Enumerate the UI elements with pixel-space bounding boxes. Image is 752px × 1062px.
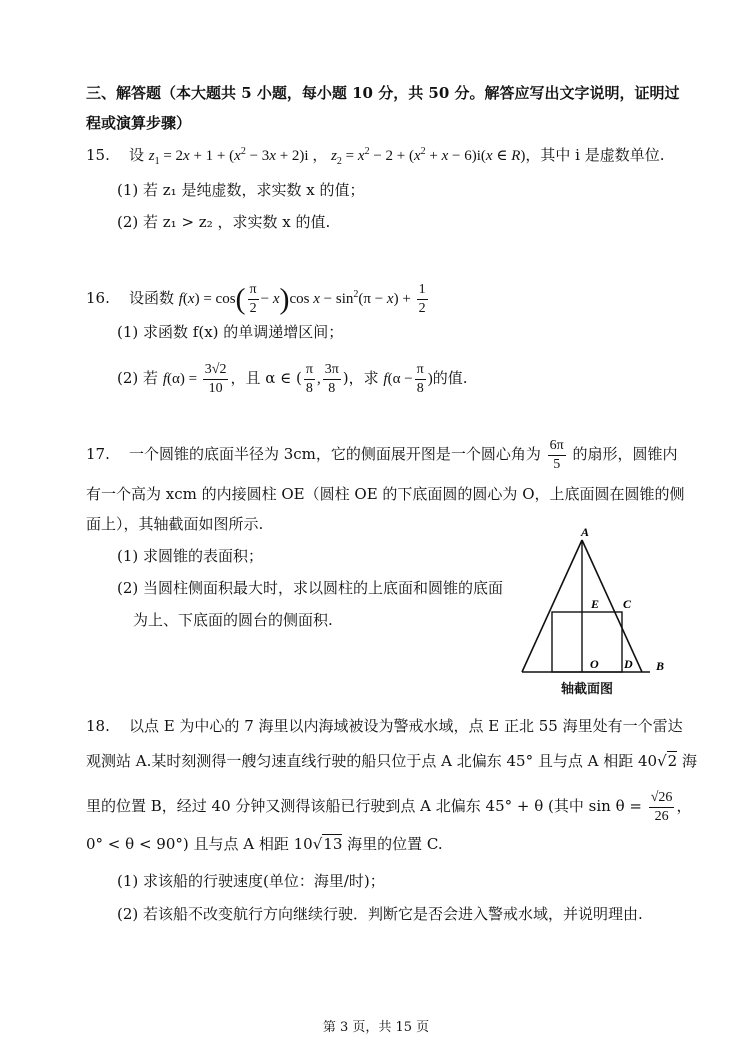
problem-17-line1: 17. 一个圆锥的底面半径为 3cm，它的侧面展开图是一个圆心角为 $\frac{6\pi}{5}$ 的扇形，圆锥内 bbox=[86, 437, 678, 472]
problem-18-line4: 0° < θ < 90°) 且与点 A 相距 10√13 海里的位置 C. bbox=[86, 835, 443, 853]
page-footer: 第 3 页，共 15 页 bbox=[322, 1020, 430, 1035]
problem-17-q2-line2: 为上、下底面的圆台的侧面积. bbox=[133, 611, 333, 629]
problem-16-function-formula: f(x) = cos( $\frac{\pi}{2}$ − x)cos $x - \sin^2(\pi - x)$ + $\frac{1}{2}$ bbox=[178, 282, 426, 317]
problem-17-number: 17. bbox=[86, 445, 110, 463]
problem-15-q1: (1) 若 z₁ 是纯虚数，求实数 x 的值； bbox=[117, 181, 365, 199]
problem-16-stem: 16. 设函数 f(x) = cos( $\frac{\pi}{2}$ − x)cos $x - \sin^2(\pi - x)$ + $\frac{1}{2}$ bbox=[86, 278, 430, 320]
section-heading-line1: 三、解答题（本大题共 5 小题，每小题 10 分，共 50 分。解答应写出文字说明，证明过 bbox=[86, 84, 680, 102]
problem-15-stem: 15. 设 $z_1 = 2x + 1 + (x^2 - 3x + 2)i$ ， $z_2 = x^2 - 2 + (x^2 + x - 6)i(x$ ∈ R)，其中 i 是虚数单位. bbox=[86, 146, 665, 167]
problem-16-number: 16. bbox=[86, 289, 110, 307]
figure-caption: 轴截面图 bbox=[561, 682, 614, 697]
problem-18-q1: (1) 求该船的行驶速度(单位：海里/时)； bbox=[117, 872, 385, 890]
label-B: B bbox=[656, 659, 665, 673]
problem-17-line2: 有一个高为 xcm 的内接圆柱 OE（圆柱 OE 的下底面圆的圆心为 O，上底面圆在圆锥的侧 bbox=[86, 485, 685, 503]
cylinder-section bbox=[552, 612, 622, 672]
problem-15-z1-formula: $z_1 = 2x + 1 + (x^2 - 3x + 2)i$ ， $z_2 = x^2 - 2 + (x^2 + x - 6)i(x$ ∈ R) bbox=[148, 146, 526, 167]
problem-17-line3: 面上），其轴截面如图所示. bbox=[86, 515, 264, 533]
problem-15-q2: (2) 若 z₁ > z₂ ，求实数 x 的值. bbox=[117, 213, 331, 231]
problem-16-q2: (2) 若 f(α) = $\frac{3√2}{10}$ ，且 α ∈ ( $\frac{\pi}{8}$ , $\frac{3\pi}{8}$ )，求 f(α − $\frac{\pi}{8}$ )的值. bbox=[117, 362, 468, 397]
cone-cross-section-figure bbox=[515, 522, 675, 677]
problem-18-line3: 里的位置 B，经过 40 分钟又测得该船已行驶到点 A 北偏东 45° + θ (其中 sin θ = $\frac{√26}{26}$ ， bbox=[86, 789, 692, 824]
problem-18-line2: 观测站 A.某时刻测得一艘匀速直线行驶的船只位于点 A 北偏东 45° 且与点 A 相距 40√2 海 bbox=[86, 752, 697, 770]
problem-18-q2: (2) 若该船不改变航行方向继续行驶．判断它是否会进入警戒水域，并说明理由. bbox=[117, 905, 643, 923]
problem-17-q2-line1: (2) 当圆柱侧面积最大时，求以圆柱的上底面和圆锥的底面 bbox=[117, 579, 504, 597]
problem-18-number: 18. bbox=[86, 717, 110, 735]
label-C: C bbox=[623, 597, 632, 611]
section-heading-line2: 程或演算步骤） bbox=[86, 114, 192, 132]
label-D: D bbox=[624, 657, 633, 671]
label-A: A bbox=[581, 525, 590, 539]
problem-18-line1: 18. 以点 E 为中心的 7 海里以内海域被设为警戒水域，点 E 正北 55 海里处有一个雷达 bbox=[86, 717, 683, 735]
label-E: E bbox=[591, 597, 600, 611]
problem-17-q1: (1) 求圆锥的表面积； bbox=[117, 547, 264, 565]
label-O: O bbox=[590, 657, 599, 671]
problem-16-q1: (1) 求函数 f(x) 的单调递增区间； bbox=[117, 323, 344, 341]
problem-15-number: 15. bbox=[86, 146, 110, 164]
